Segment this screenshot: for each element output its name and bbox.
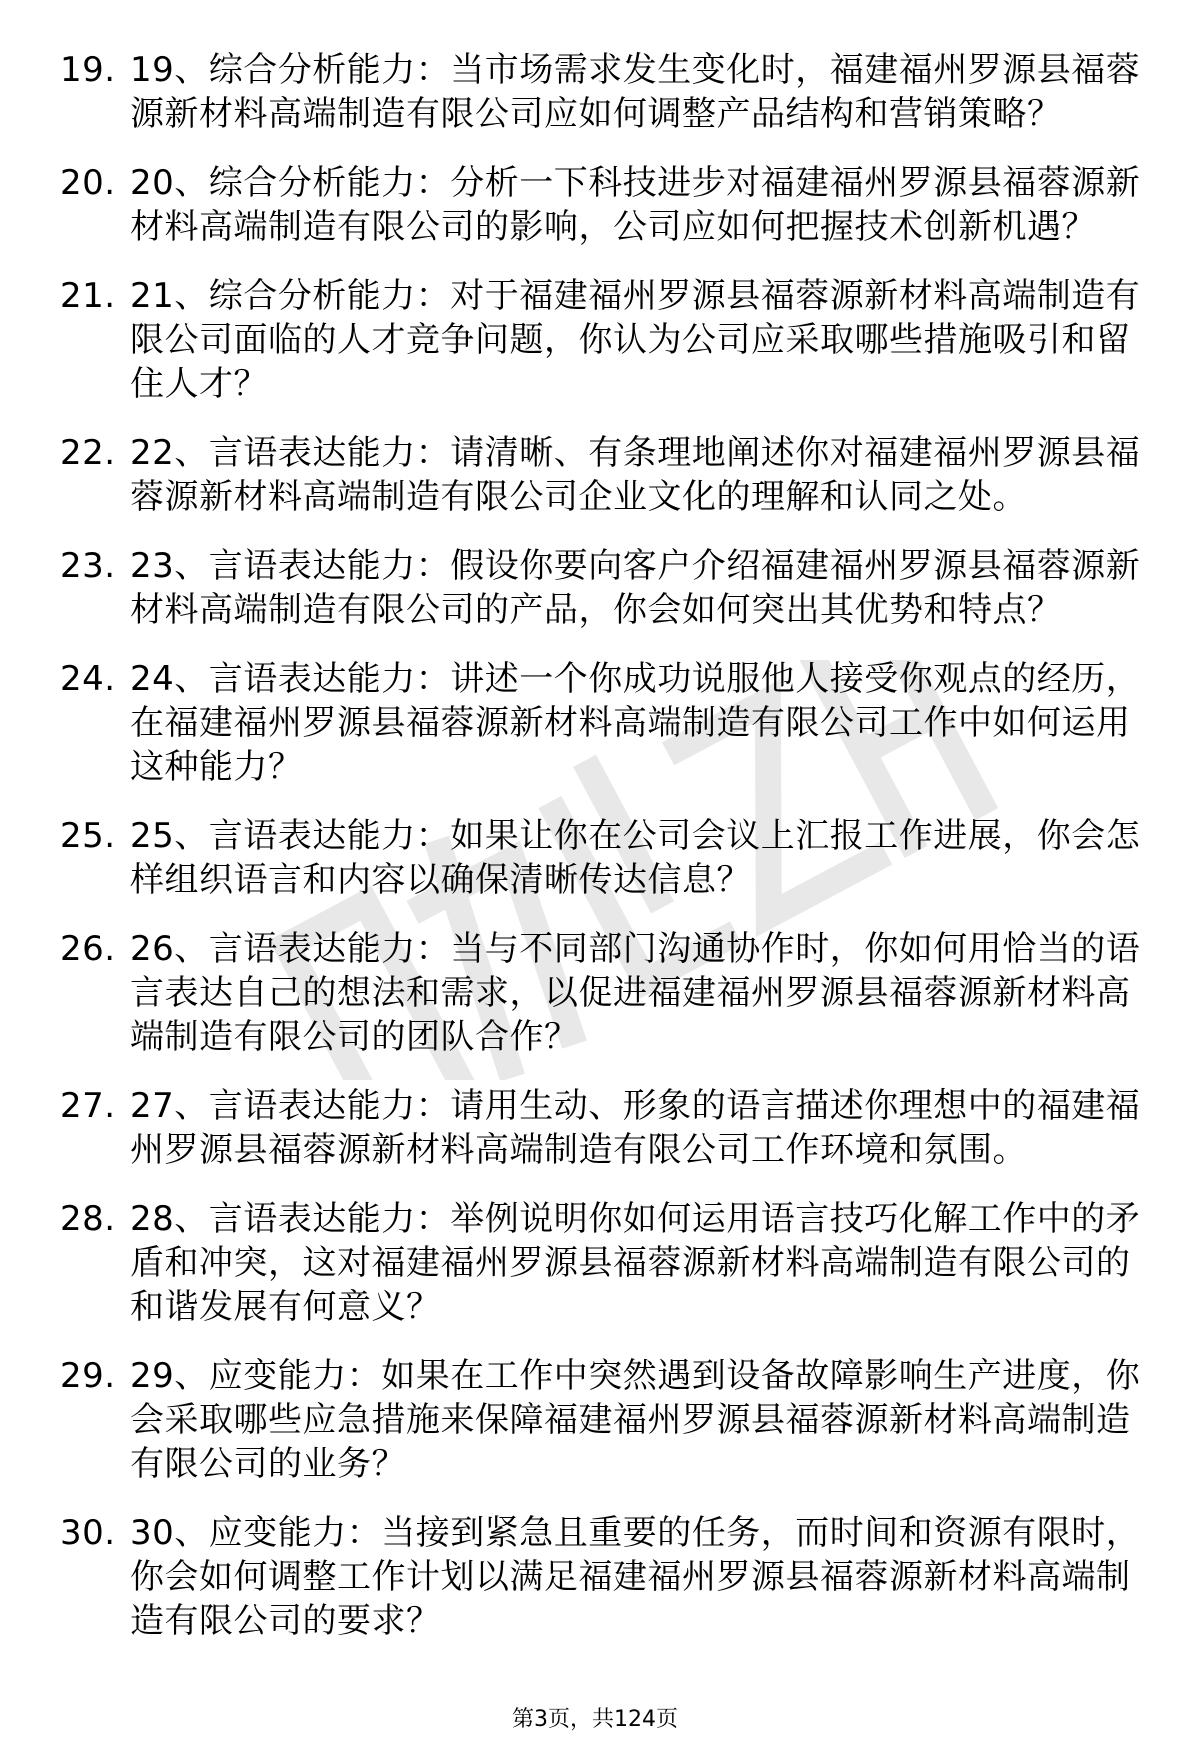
item-number: 23. bbox=[60, 546, 116, 586]
list-item bbox=[60, 544, 1160, 632]
item-number: 30. bbox=[60, 1513, 116, 1553]
item-number: 26. bbox=[60, 929, 116, 969]
item-number: 24. bbox=[60, 659, 116, 699]
item-text: 19、综合分析能力：当市场需求发生变化时，福建福州罗源县福蓉源新材料高端制造有限公司应如何调整产品结构和营销策略？ bbox=[130, 50, 1141, 134]
question-list bbox=[60, 48, 1160, 1668]
item-number: 29. bbox=[60, 1356, 116, 1396]
list-item bbox=[60, 657, 1160, 789]
item-text: 24、言语表达能力：讲述一个你成功说服他人接受你观点的经历，在福建福州罗源县福蓉源新材料高端制造有限公司工作中如何运用这种能力？ bbox=[130, 659, 1141, 787]
item-text: 20、综合分析能力：分析一下科技进步对福建福州罗源县福蓉源新材料高端制造有限公司的影响，公司应如何把握技术创新机遇？ bbox=[130, 163, 1141, 247]
item-number: 28. bbox=[60, 1199, 116, 1239]
list-item bbox=[60, 1197, 1160, 1329]
item-number: 22. bbox=[60, 433, 116, 473]
list-item bbox=[60, 1354, 1160, 1486]
item-text: 26、言语表达能力：当与不同部门沟通协作时，你如何用恰当的语言表达自己的想法和需求，以促进福建福州罗源县福蓉源新材料高端制造有限公司的团队合作？ bbox=[130, 929, 1141, 1057]
page-number: 第3页，共124页 bbox=[512, 1707, 678, 1732]
page-footer bbox=[0, 1705, 1190, 1735]
item-text: 23、言语表达能力：假设你要向客户介绍福建福州罗源县福蓉源新材料高端制造有限公司的产品，你会如何突出其优势和特点？ bbox=[130, 546, 1141, 630]
item-text: 28、言语表达能力：举例说明你如何运用语言技巧化解工作中的矛盾和冲突，这对福建福州罗源县福蓉源新材料高端制造有限公司的和谐发展有何意义？ bbox=[130, 1199, 1141, 1327]
list-item bbox=[60, 814, 1160, 902]
list-item bbox=[60, 927, 1160, 1059]
list-item bbox=[60, 1084, 1160, 1172]
item-number: 19. bbox=[60, 50, 116, 90]
item-text: 22、言语表达能力：请清晰、有条理地阐述你对福建福州罗源县福蓉源新材料高端制造有限公司企业文化的理解和认同之处。 bbox=[130, 433, 1141, 517]
item-number: 21. bbox=[60, 276, 116, 316]
item-number: 27. bbox=[60, 1086, 116, 1126]
item-text: 21、综合分析能力：对于福建福州罗源县福蓉源新材料高端制造有限公司面临的人才竞争问题，你认为公司应采取哪些措施吸引和留住人才？ bbox=[130, 276, 1141, 404]
item-text: 30、应变能力：当接到紧急且重要的任务，而时间和资源有限时，你会如何调整工作计划以满足福建福州罗源县福蓉源新材料高端制造有限公司的要求？ bbox=[130, 1513, 1141, 1641]
list-item bbox=[60, 161, 1160, 249]
list-item bbox=[60, 1511, 1160, 1643]
item-number: 25. bbox=[60, 816, 116, 856]
item-text: 27、言语表达能力：请用生动、形象的语言描述你理想中的福建福州罗源县福蓉源新材料高端制造有限公司工作环境和氛围。 bbox=[130, 1086, 1141, 1170]
item-number: 20. bbox=[60, 163, 116, 203]
item-text: 29、应变能力：如果在工作中突然遇到设备故障影响生产进度，你会采取哪些应急措施来保障福建福州罗源县福蓉源新材料高端制造有限公司的业务？ bbox=[130, 1356, 1141, 1484]
item-text: 25、言语表达能力：如果让你在公司会议上汇报工作进展，你会怎样组织语言和内容以确保清晰传达信息？ bbox=[130, 816, 1141, 900]
list-item bbox=[60, 274, 1160, 406]
list-item bbox=[60, 48, 1160, 136]
list-item bbox=[60, 431, 1160, 519]
